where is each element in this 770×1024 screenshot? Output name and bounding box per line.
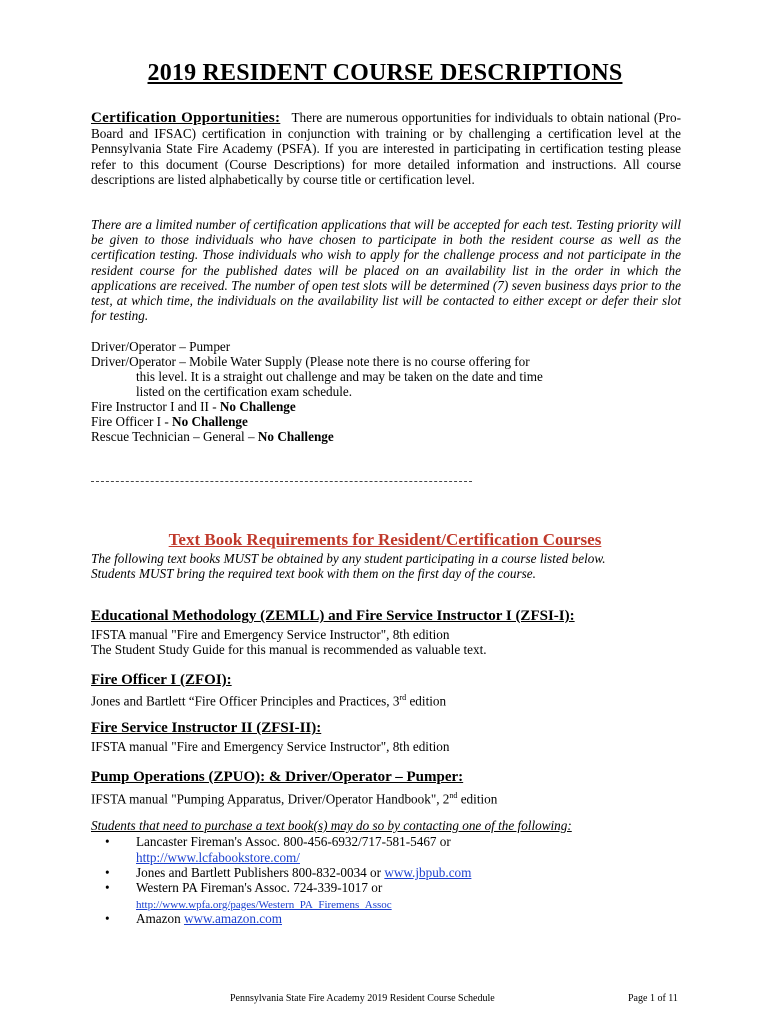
list-item: Fire Officer I - No Challenge [91,414,248,429]
section-heading: Educational Methodology (ZEMLL) and Fire Service Instructor I (ZFSI-I): [91,608,575,624]
wpfa-link[interactable]: http://www.wpfa.org/pages/Western_PA_Firemens_Assoc [136,899,392,911]
section-line: The Student Study Guide for this manual is recommended as valuable text. [91,642,487,657]
section-line: IFSTA manual "Pumping Apparatus, Driver/Operator Handbook", 2nd edition [91,791,498,807]
dashed-divider [91,481,472,482]
list-item: Amazon www.amazon.com [136,911,283,926]
textbook-heading: Text Book Requirements for Resident/Certification Courses [168,530,602,549]
textbook-intro: The following text books MUST be obtained by any student participating in a course listed below. [91,551,606,566]
list-item: Lancaster Fireman's Assoc. 800-456-6932/717-581-5467 or [136,834,451,849]
bullet-icon: • [105,880,110,895]
section-line: Jones and Bartlett “Fire Officer Principles and Practices, 3rd edition [91,693,447,709]
jbpub-link[interactable]: www.jbpub.com [384,865,472,880]
footer-title: Pennsylvania State Fire Academy 2019 Resident Course Schedule [230,993,495,1004]
certification-note: There are a limited number of certification applications that will be accepted for each test. Testing priority will be given to those individuals who have chosen to participate in both the resident course as well as the certification testing. Those individuals who wish to apply for the challenge process and not participate in the resident course for the published dates will be placed on an availability list in the order in which the applications are received. The number of open test slots will be determined (7) seven business days prior to the test, at which time, the individuals on the availability list will be contacted to either except or defer their slot for testing. [91,217,681,324]
bullet-icon: • [105,834,110,849]
list-item-continued: listed on the certification exam schedule. [136,384,353,399]
section-heading: Pump Operations (ZPUO): & Driver/Operator – Pumper: [91,769,464,785]
list-item: Western PA Fireman's Assoc. 724-339-1017 or [136,880,383,895]
list-item: Driver/Operator – Pumper [91,339,231,354]
section-line: IFSTA manual "Fire and Emergency Service Instructor", 8th edition [91,739,450,754]
page-title: 2019 RESIDENT COURSE DESCRIPTIONS [147,60,623,86]
list-item: Rescue Technician – General – No Challenge [91,429,334,444]
list-item: Fire Instructor I and II - No Challenge [91,399,296,414]
amazon-link[interactable]: www.amazon.com [183,911,283,926]
certification-body: There are numerous opportunities for individuals to obtain national (Pro-Board and IFSAC) certification in conjunction with training or by challenging a certification level at the Pennsylvania State Fire Academy (PSFA). If you are interested in participating in certification testing please refer to this document (Course Descriptions) for more detailed information and instructions. All course descriptions are listed alphabetically by course title or certification level. [91,110,681,187]
textbook-intro: Students MUST bring the required text book with them on the first day of the course. [91,566,536,581]
lcfa-link[interactable]: http://www.lcfabookstore.com/ [136,850,300,865]
list-item-link [136,850,300,865]
list-item: Driver/Operator – Mobile Water Supply (Please note there is no course offering for [91,354,530,369]
page-number: Page 1 of 11 [628,993,678,1004]
bullet-icon: • [105,865,110,880]
section-line: IFSTA manual "Fire and Emergency Service Instructor", 8th edition [91,627,450,642]
bullet-icon: • [105,911,110,926]
list-item: Jones and Bartlett Publishers 800-832-0034 or www.jbpub.com [136,865,472,880]
list-item-continued: this level. It is a straight out challenge and may be taken on the date and time [136,369,543,384]
certification-paragraph [91,110,681,187]
section-heading: Fire Service Instructor II (ZFSI-II): [91,720,322,736]
certification-heading: Certification Opportunities: [91,110,281,126]
purchase-intro: Students that need to purchase a text book(s) may do so by contacting one of the following: [91,818,572,833]
section-heading: Fire Officer I (ZFOI): [91,672,232,688]
